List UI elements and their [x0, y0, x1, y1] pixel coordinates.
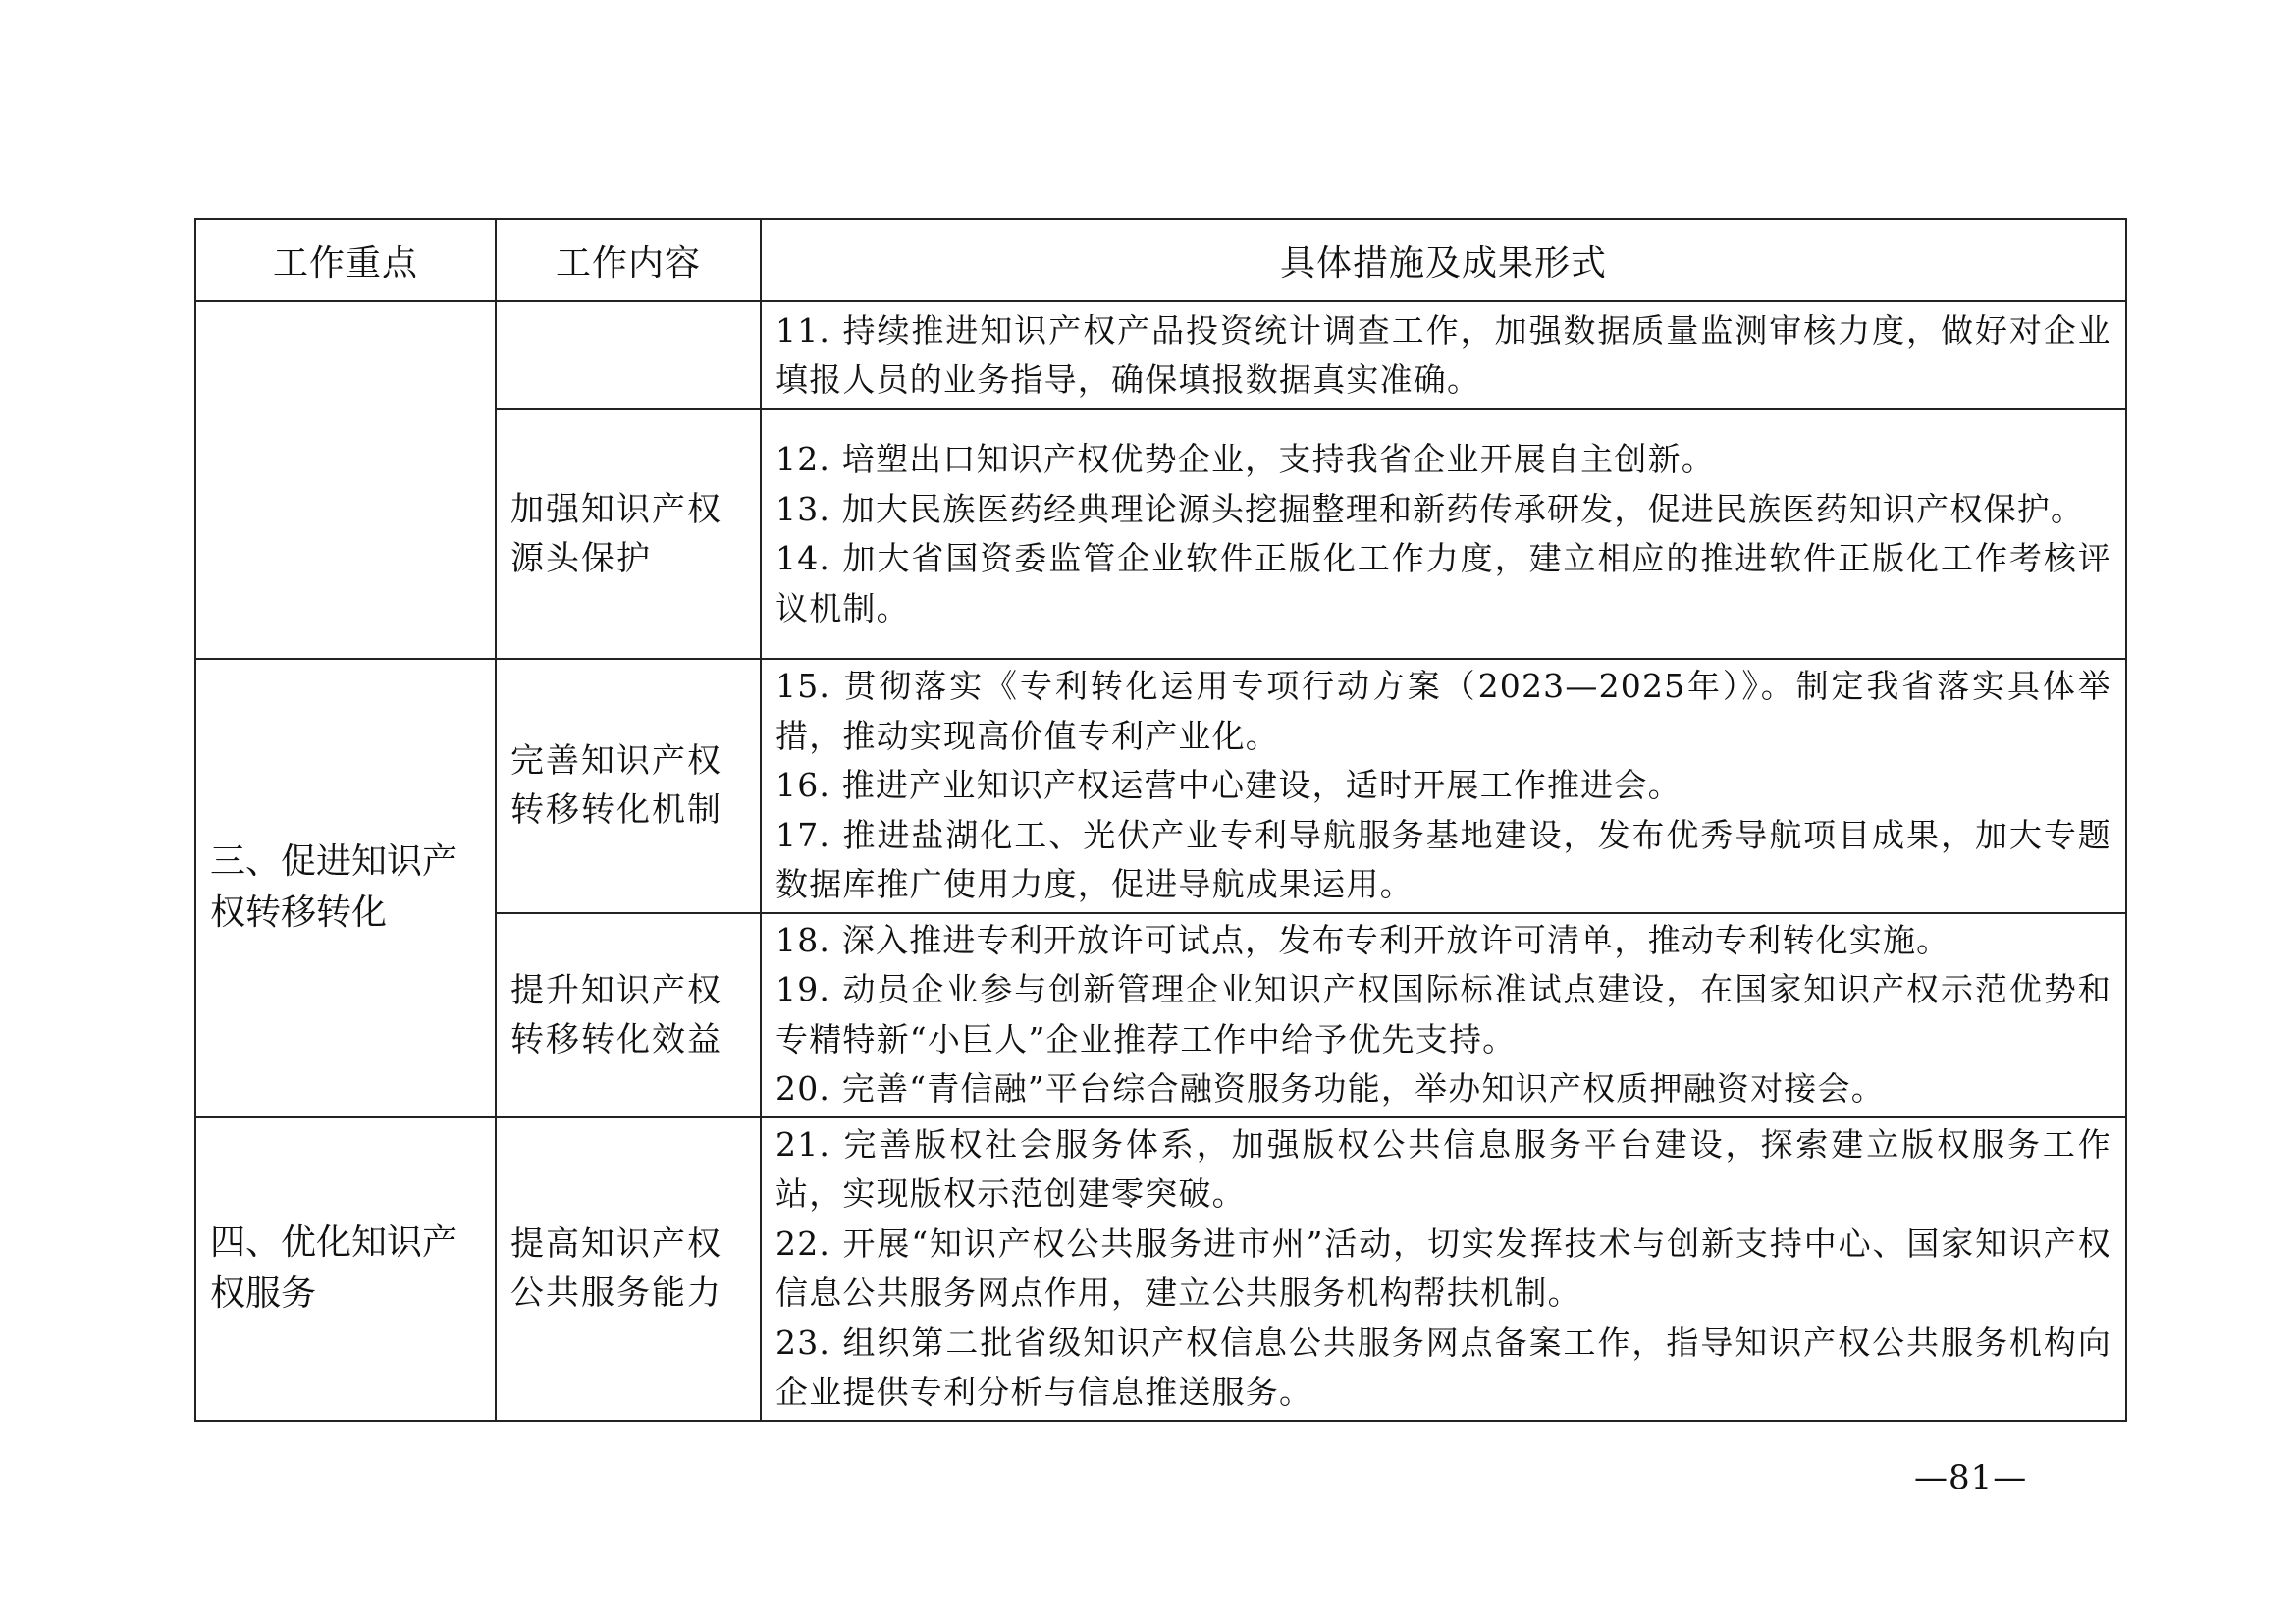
header-work-focus: 工作重点	[195, 219, 496, 301]
work-focus-cell: 四、优化知识产权服务	[195, 1117, 496, 1421]
work-content-cell: 加强知识产权源头保护	[496, 409, 761, 659]
measure-item: 13. 加大民族医药经典理论源头挖掘整理和新药传承研发，促进民族医药知识产权保护。	[775, 489, 2085, 528]
header-measures: 具体措施及成果形式	[761, 219, 2126, 301]
table-row	[195, 659, 2126, 913]
measure-item: 16. 推进产业知识产权运营中心建设，适时开展工作推进会。	[775, 766, 1682, 804]
measures-table	[194, 218, 2127, 1422]
header-work-content: 工作内容	[496, 219, 761, 301]
measure-item: 18. 深入推进专利开放许可试点，发布专利开放许可清单，推动专利转化实施。	[775, 920, 1950, 959]
work-focus-cell	[195, 301, 496, 659]
measures-cell	[761, 659, 2126, 913]
work-content-cell: 提高知识产权公共服务能力	[496, 1117, 761, 1421]
table-row	[195, 301, 2126, 409]
measure-item: 22. 开展“知识产权公共服务进市州”活动，切实发挥技术与创新支持中心、国家知识产权信息公共服务网点作用，建立公共服务机构帮扶机制。	[775, 1223, 2111, 1312]
work-content-cell: 完善知识产权转移转化机制	[496, 659, 761, 913]
page-number: —81—	[1914, 1458, 2028, 1497]
measures-cell	[761, 409, 2126, 659]
measures-cell	[761, 301, 2126, 409]
table-header-row	[195, 219, 2126, 301]
table-row	[195, 1117, 2126, 1421]
measure-item: 17. 推进盐湖化工、光伏产业专利导航服务基地建设，发布优秀导航项目成果，加大专题数据库推广使用力度，促进导航成果运用。	[775, 815, 2111, 903]
measure-item: 23. 组织第二批省级知识产权信息公共服务网点备案工作，指导知识产权公共服务机构向企业提供专利分析与信息推送服务。	[775, 1323, 2111, 1411]
measure-item: 20. 完善“青信融”平台综合融资服务功能，举办知识产权质押融资对接会。	[775, 1069, 1885, 1108]
work-content-cell	[496, 301, 761, 409]
measure-item: 15. 贯彻落实《专利转化运用专项行动方案（2023—2025年）》。制定我省落实具体举措，推动实现高价值专利产业化。	[775, 667, 2111, 755]
measure-item: 21. 完善版权社会服务体系，加强版权公共信息服务平台建设，探索建立版权服务工作站，实现版权示范创建零突破。	[775, 1124, 2111, 1213]
measure-item: 11. 持续推进知识产权产品投资统计调查工作，加强数据质量监测审核力度，做好对企业填报人员的业务指导，确保填报数据真实准确。	[775, 310, 2111, 399]
measures-cell	[761, 913, 2126, 1117]
measure-item: 12. 培塑出口知识产权优势企业，支持我省企业开展自主创新。	[775, 440, 1715, 478]
measure-item: 19. 动员企业参与创新管理企业知识产权国际标准试点建设，在国家知识产权示范优势和专精特新“小巨人”企业推荐工作中给予优先支持。	[775, 970, 2111, 1058]
work-focus-cell: 三、促进知识产权转移转化	[195, 659, 496, 1117]
measures-cell	[761, 1117, 2126, 1421]
measure-item: 14. 加大省国资委监管企业软件正版化工作力度，建立相应的推进软件正版化工作考核评议机制。	[775, 539, 2111, 627]
work-content-cell: 提升知识产权转移转化效益	[496, 913, 761, 1117]
